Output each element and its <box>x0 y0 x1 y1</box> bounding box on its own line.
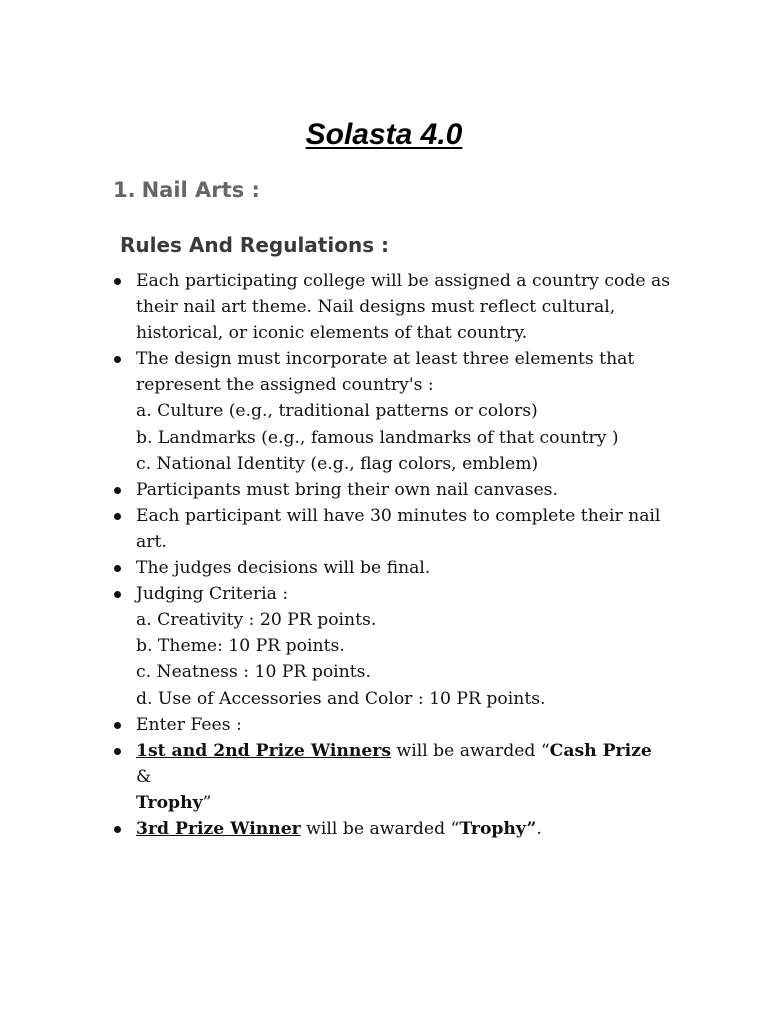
rule-line: Each participating college will be assigned a country code as <box>136 271 671 291</box>
bullet-icon <box>114 591 121 598</box>
rule-line: Judging Criteria : <box>136 584 289 605</box>
rule-line: d. Use of Accessories and Color : 10 PR points. <box>136 688 546 709</box>
list-item <box>112 581 672 711</box>
rule-line: The design must incorporate at least three elements that <box>136 349 635 370</box>
bullet-icon <box>114 356 121 363</box>
prize-award: Trophy <box>136 792 203 813</box>
rules-subheading: Rules And Regulations : <box>120 233 390 257</box>
rule-line: historical, or iconic elements of that country. <box>136 323 528 344</box>
prize-text: & <box>136 766 152 787</box>
rule-line: their nail art theme. Nail designs must reflect cultural, <box>136 297 616 318</box>
rule-line: c. Neatness : 10 PR points. <box>136 662 371 683</box>
prize-winners-label: 1st and 2nd Prize Winners <box>136 740 392 761</box>
prize-award: Cash Prize <box>549 740 652 761</box>
section-heading <box>113 178 260 202</box>
bullet-icon <box>114 722 121 729</box>
bullet-icon <box>114 748 121 755</box>
prize-winners-label: 3rd Prize Winner <box>136 818 301 839</box>
prize-text: ” <box>202 792 212 813</box>
rule-line: art. <box>136 531 167 552</box>
rule-line: Enter Fees : <box>136 714 242 735</box>
bullet-icon <box>114 513 121 520</box>
rules-list <box>112 268 672 842</box>
bullet-icon <box>114 826 121 833</box>
list-item <box>112 503 672 555</box>
document-title: Solasta 4.0 <box>305 118 463 151</box>
rule-line: c. National Identity (e.g., flag colors, emblem) <box>136 453 539 474</box>
prize-award: Trophy” <box>459 818 537 839</box>
prize-line <box>136 790 672 816</box>
list-item <box>112 346 672 476</box>
prize-text: will be awarded “ <box>391 740 550 761</box>
list-item <box>112 712 672 738</box>
rule-line: b. Theme: 10 PR points. <box>136 636 345 657</box>
bullet-icon <box>114 278 121 285</box>
list-item <box>112 816 672 842</box>
bullet-icon <box>114 565 121 572</box>
prize-line <box>136 816 672 842</box>
list-item <box>112 268 672 346</box>
rule-line: a. Creativity : 20 PR points. <box>136 610 377 631</box>
rule-line: b. Landmarks (e.g., famous landmarks of that country ) <box>136 427 619 448</box>
list-item <box>112 555 672 581</box>
rule-line: a. Culture (e.g., traditional patterns or colors) <box>136 401 538 422</box>
list-item <box>112 738 672 816</box>
rule-line: Participants must bring their own nail canvases. <box>136 479 558 500</box>
bullet-icon <box>114 487 121 494</box>
section-number: 1. <box>113 178 136 202</box>
prize-line <box>136 738 672 790</box>
rule-line: represent the assigned country's : <box>136 375 434 396</box>
rule-line: The judges decisions will be final. <box>136 558 431 579</box>
rule-line: Each participant will have 30 minutes to complete their nail <box>136 505 661 526</box>
section-label: Nail Arts : <box>141 178 260 202</box>
prize-text: . <box>536 818 542 839</box>
prize-text: will be awarded “ <box>300 818 460 839</box>
list-item <box>112 477 672 503</box>
